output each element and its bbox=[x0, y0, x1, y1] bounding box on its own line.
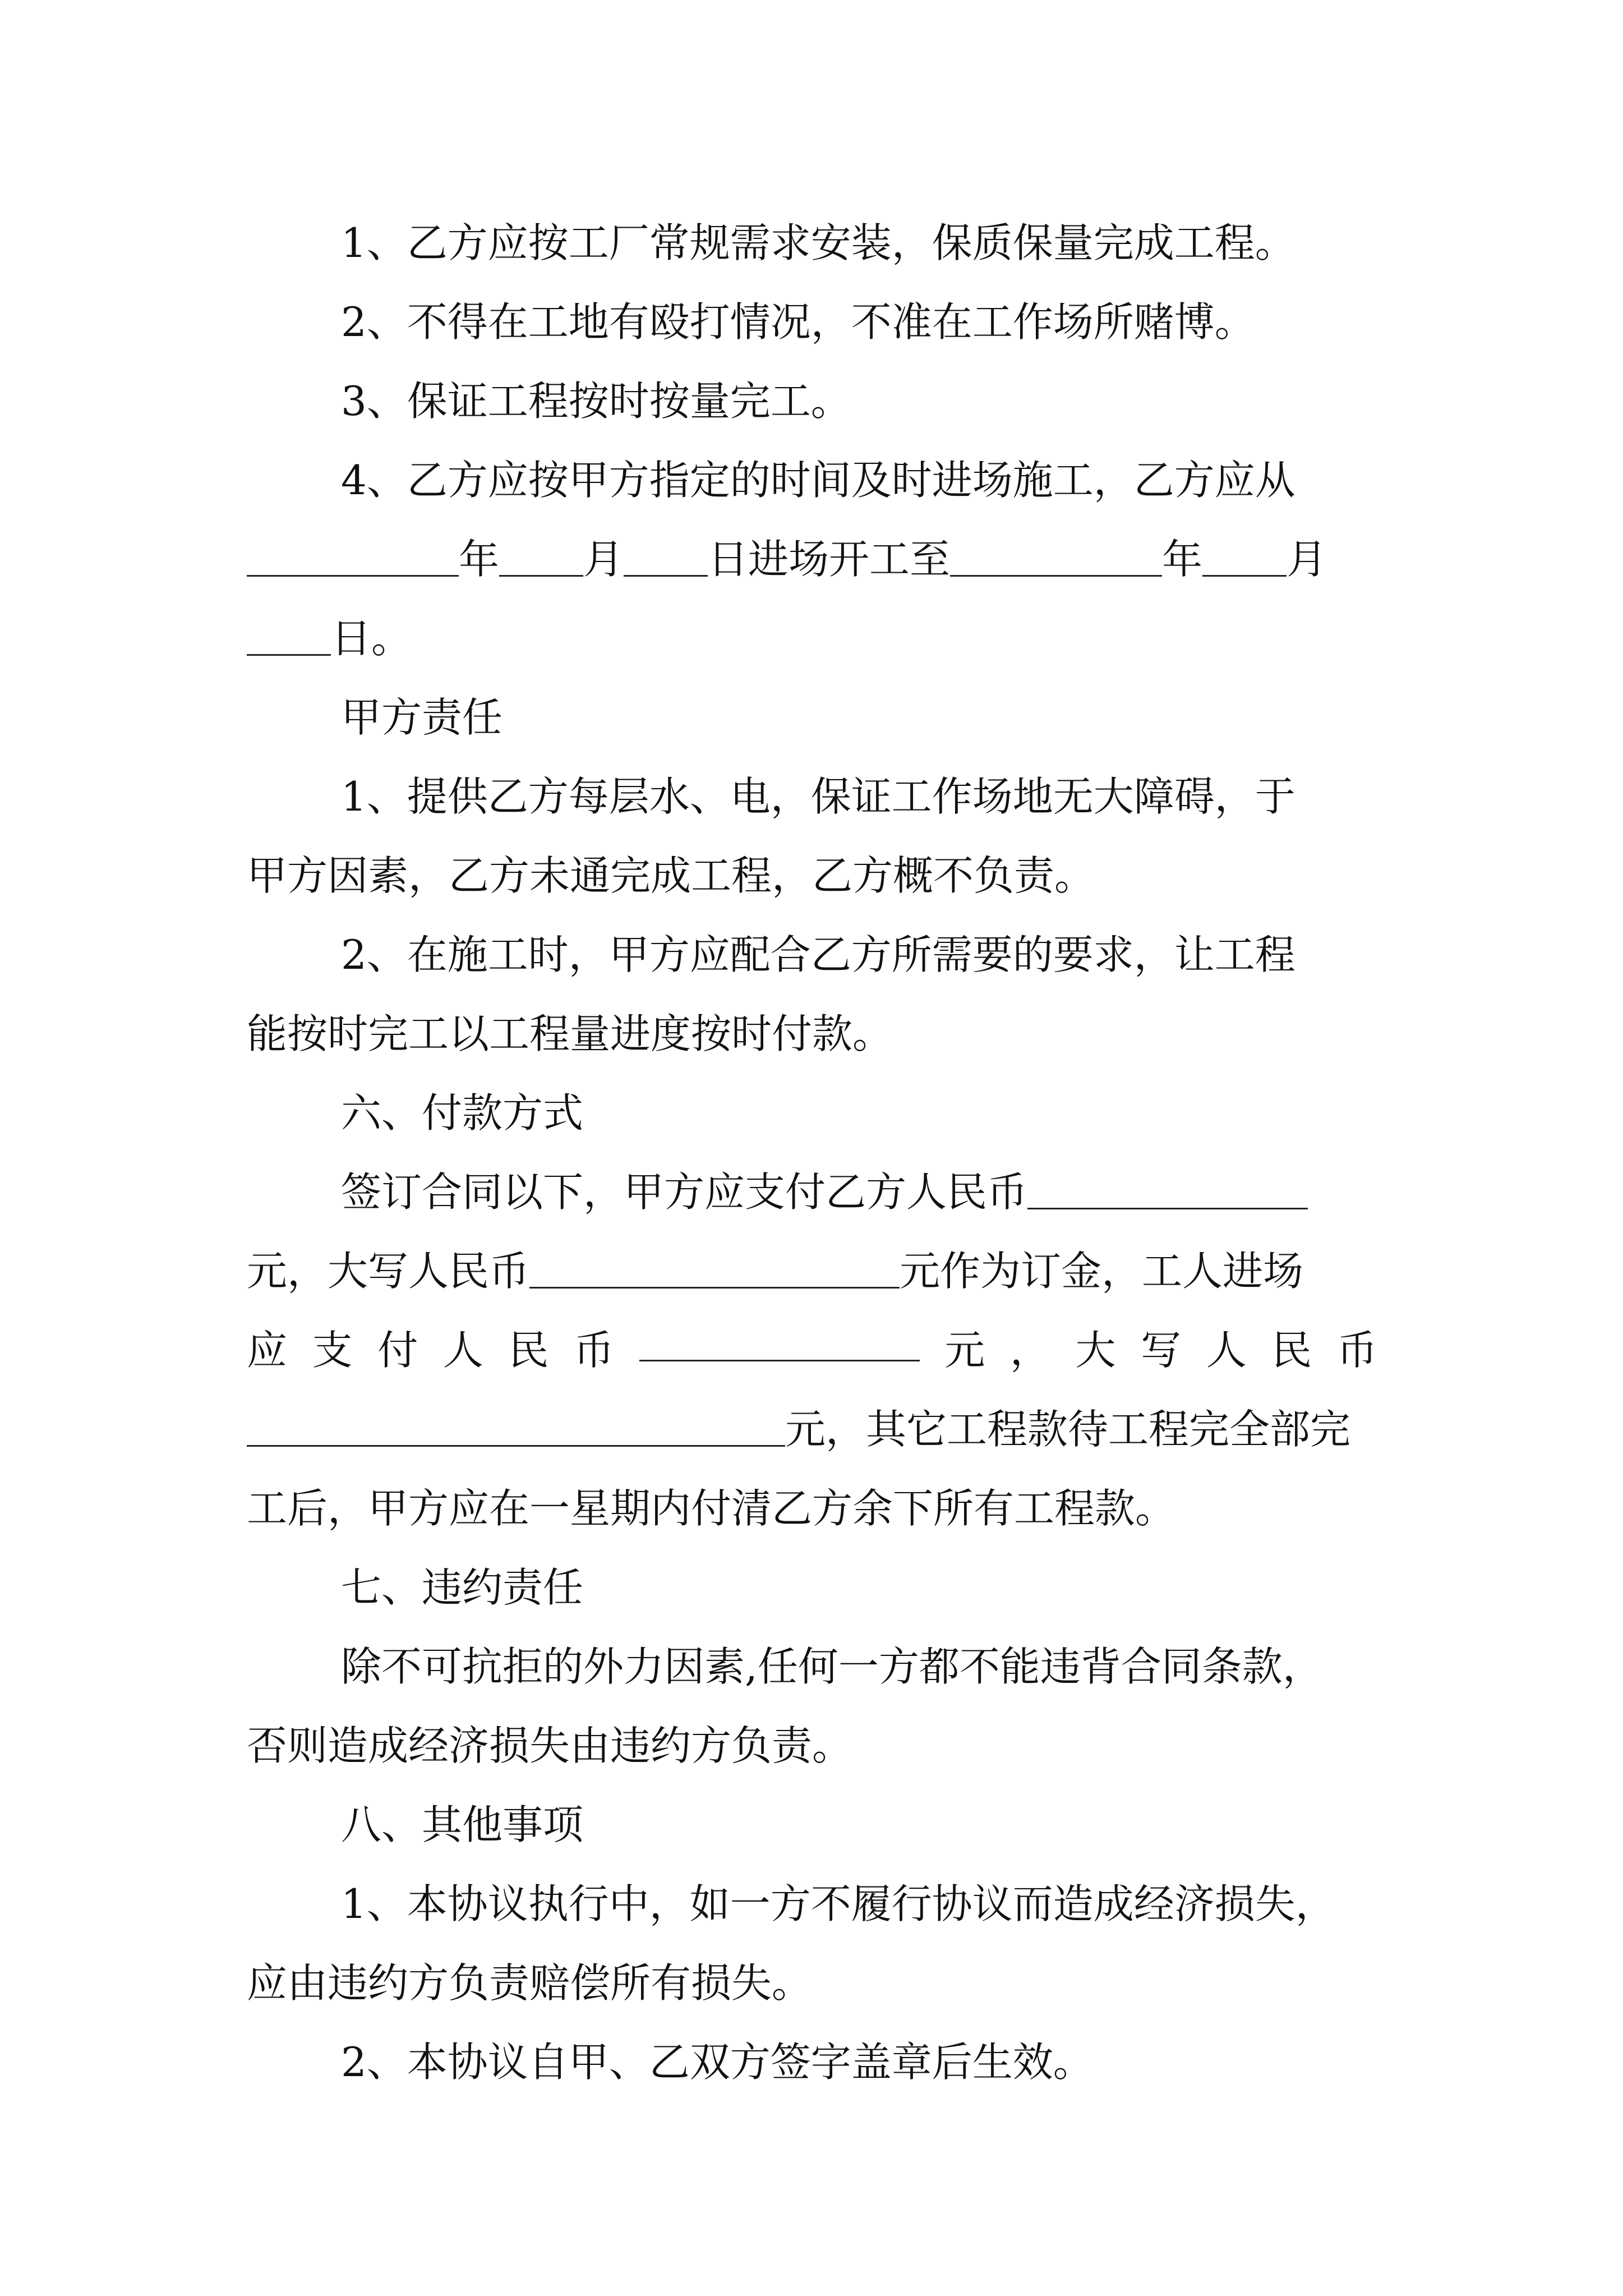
payment-line2 bbox=[247, 1240, 1303, 1302]
start-month-blank bbox=[499, 535, 583, 577]
payment-line5: 工后，甲方应在一星期内付清乙方余下所有工程款。 bbox=[247, 1485, 1176, 1532]
clause-b-1: 1、乙方应按工厂常规需求安装，保质保量完成工程。 bbox=[341, 219, 1295, 266]
payment-line1 bbox=[341, 1161, 1308, 1223]
payment-line3 bbox=[247, 1319, 1377, 1381]
pay-char-3: 付 bbox=[377, 1327, 418, 1374]
other-clause-1-line1: 1、本协议执行中，如一方不履行协议而造成经济损失， bbox=[341, 1880, 1336, 1927]
clause-b-4-line1: 4、乙方应按甲方指定的时间及时进场施工，乙方应从 bbox=[341, 457, 1295, 504]
pay-tail-4: 民 bbox=[1271, 1327, 1312, 1374]
start-year-label: 年 bbox=[459, 536, 500, 583]
other-clause-2: 2、本协议自甲、乙双方签字盖章后生效。 bbox=[341, 2039, 1094, 2086]
entry-amount-blank bbox=[639, 1319, 920, 1361]
pay-comma: ， bbox=[1009, 1327, 1050, 1374]
pay-char-4: 人 bbox=[442, 1327, 483, 1374]
end-day-label: 日。 bbox=[331, 615, 412, 662]
entry-capital-blank bbox=[247, 1405, 785, 1447]
party-a-clause-1-line2: 甲方因素，乙方未通完成工程，乙方概不负责。 bbox=[247, 852, 1095, 899]
end-year-blank bbox=[950, 535, 1162, 577]
clause-b-4-end-line bbox=[247, 608, 412, 669]
party-a-clause-1-line1: 1、提供乙方每层水、电，保证工作场地无大障碍，于 bbox=[341, 773, 1295, 820]
payment-line2-text-b: 元作为订金，工人进场 bbox=[900, 1248, 1304, 1295]
pay-yuan: 元 bbox=[944, 1327, 985, 1374]
payment-line1-text: 签订合同以下，甲方应支付乙方人民币 bbox=[341, 1168, 1028, 1216]
start-day-blank bbox=[624, 535, 708, 577]
end-month-label: 月 bbox=[1287, 536, 1327, 583]
start-month-label: 月 bbox=[583, 536, 624, 583]
breach-line1: 除不可抗拒的外力因素,任何一方都不能违背合同条款， bbox=[341, 1643, 1323, 1690]
pay-tail-5: 币 bbox=[1336, 1327, 1377, 1374]
clause-b-2: 2、不得在工地有殴打情况，不准在工作场所赌博。 bbox=[341, 298, 1255, 346]
pay-char-6: 币 bbox=[574, 1327, 615, 1374]
clause-b-3: 3、保证工程按时按量完工。 bbox=[341, 378, 851, 425]
pay-tail-2: 写 bbox=[1141, 1327, 1182, 1374]
pay-char-2: 支 bbox=[312, 1327, 353, 1374]
payment-heading: 六、付款方式 bbox=[341, 1089, 584, 1137]
pay-char-5: 民 bbox=[508, 1327, 549, 1374]
start-year-blank bbox=[247, 535, 459, 577]
pay-char-1: 应 bbox=[247, 1327, 288, 1374]
start-day-label: 日进场开工至 bbox=[708, 536, 951, 583]
payment-line2-text-a: 元，大写人民币 bbox=[247, 1248, 530, 1295]
other-heading: 八、其他事项 bbox=[341, 1801, 584, 1848]
party-a-clause-2-line1: 2、在施工时，甲方应配合乙方所需要的要求，让工程 bbox=[341, 931, 1295, 978]
party-a-heading: 甲方责任 bbox=[341, 694, 503, 741]
payment-line4 bbox=[247, 1398, 1350, 1460]
payment-line4-text: 元，其它工程款待工程完全部完 bbox=[785, 1406, 1351, 1453]
pay-tail-3: 人 bbox=[1206, 1327, 1247, 1374]
other-clause-1-line2: 应由违约方负责赔偿所有损失。 bbox=[247, 1959, 813, 2007]
end-day-blank bbox=[247, 614, 331, 656]
payment-line3-justified bbox=[247, 1319, 1377, 1381]
clause-b-4-dates-line bbox=[247, 528, 1327, 590]
deposit-amount-blank bbox=[1027, 1167, 1308, 1209]
breach-heading: 七、违约责任 bbox=[341, 1564, 584, 1611]
breach-line2: 否则造成经济损失由违约方负责。 bbox=[247, 1722, 853, 1769]
end-year-label: 年 bbox=[1162, 536, 1203, 583]
deposit-capital-blank bbox=[529, 1246, 900, 1289]
pay-tail-1: 大 bbox=[1075, 1327, 1116, 1374]
end-month-blank bbox=[1202, 535, 1287, 577]
party-a-clause-2-line2: 能按时完工以工程量进度按时付款。 bbox=[247, 1010, 893, 1057]
